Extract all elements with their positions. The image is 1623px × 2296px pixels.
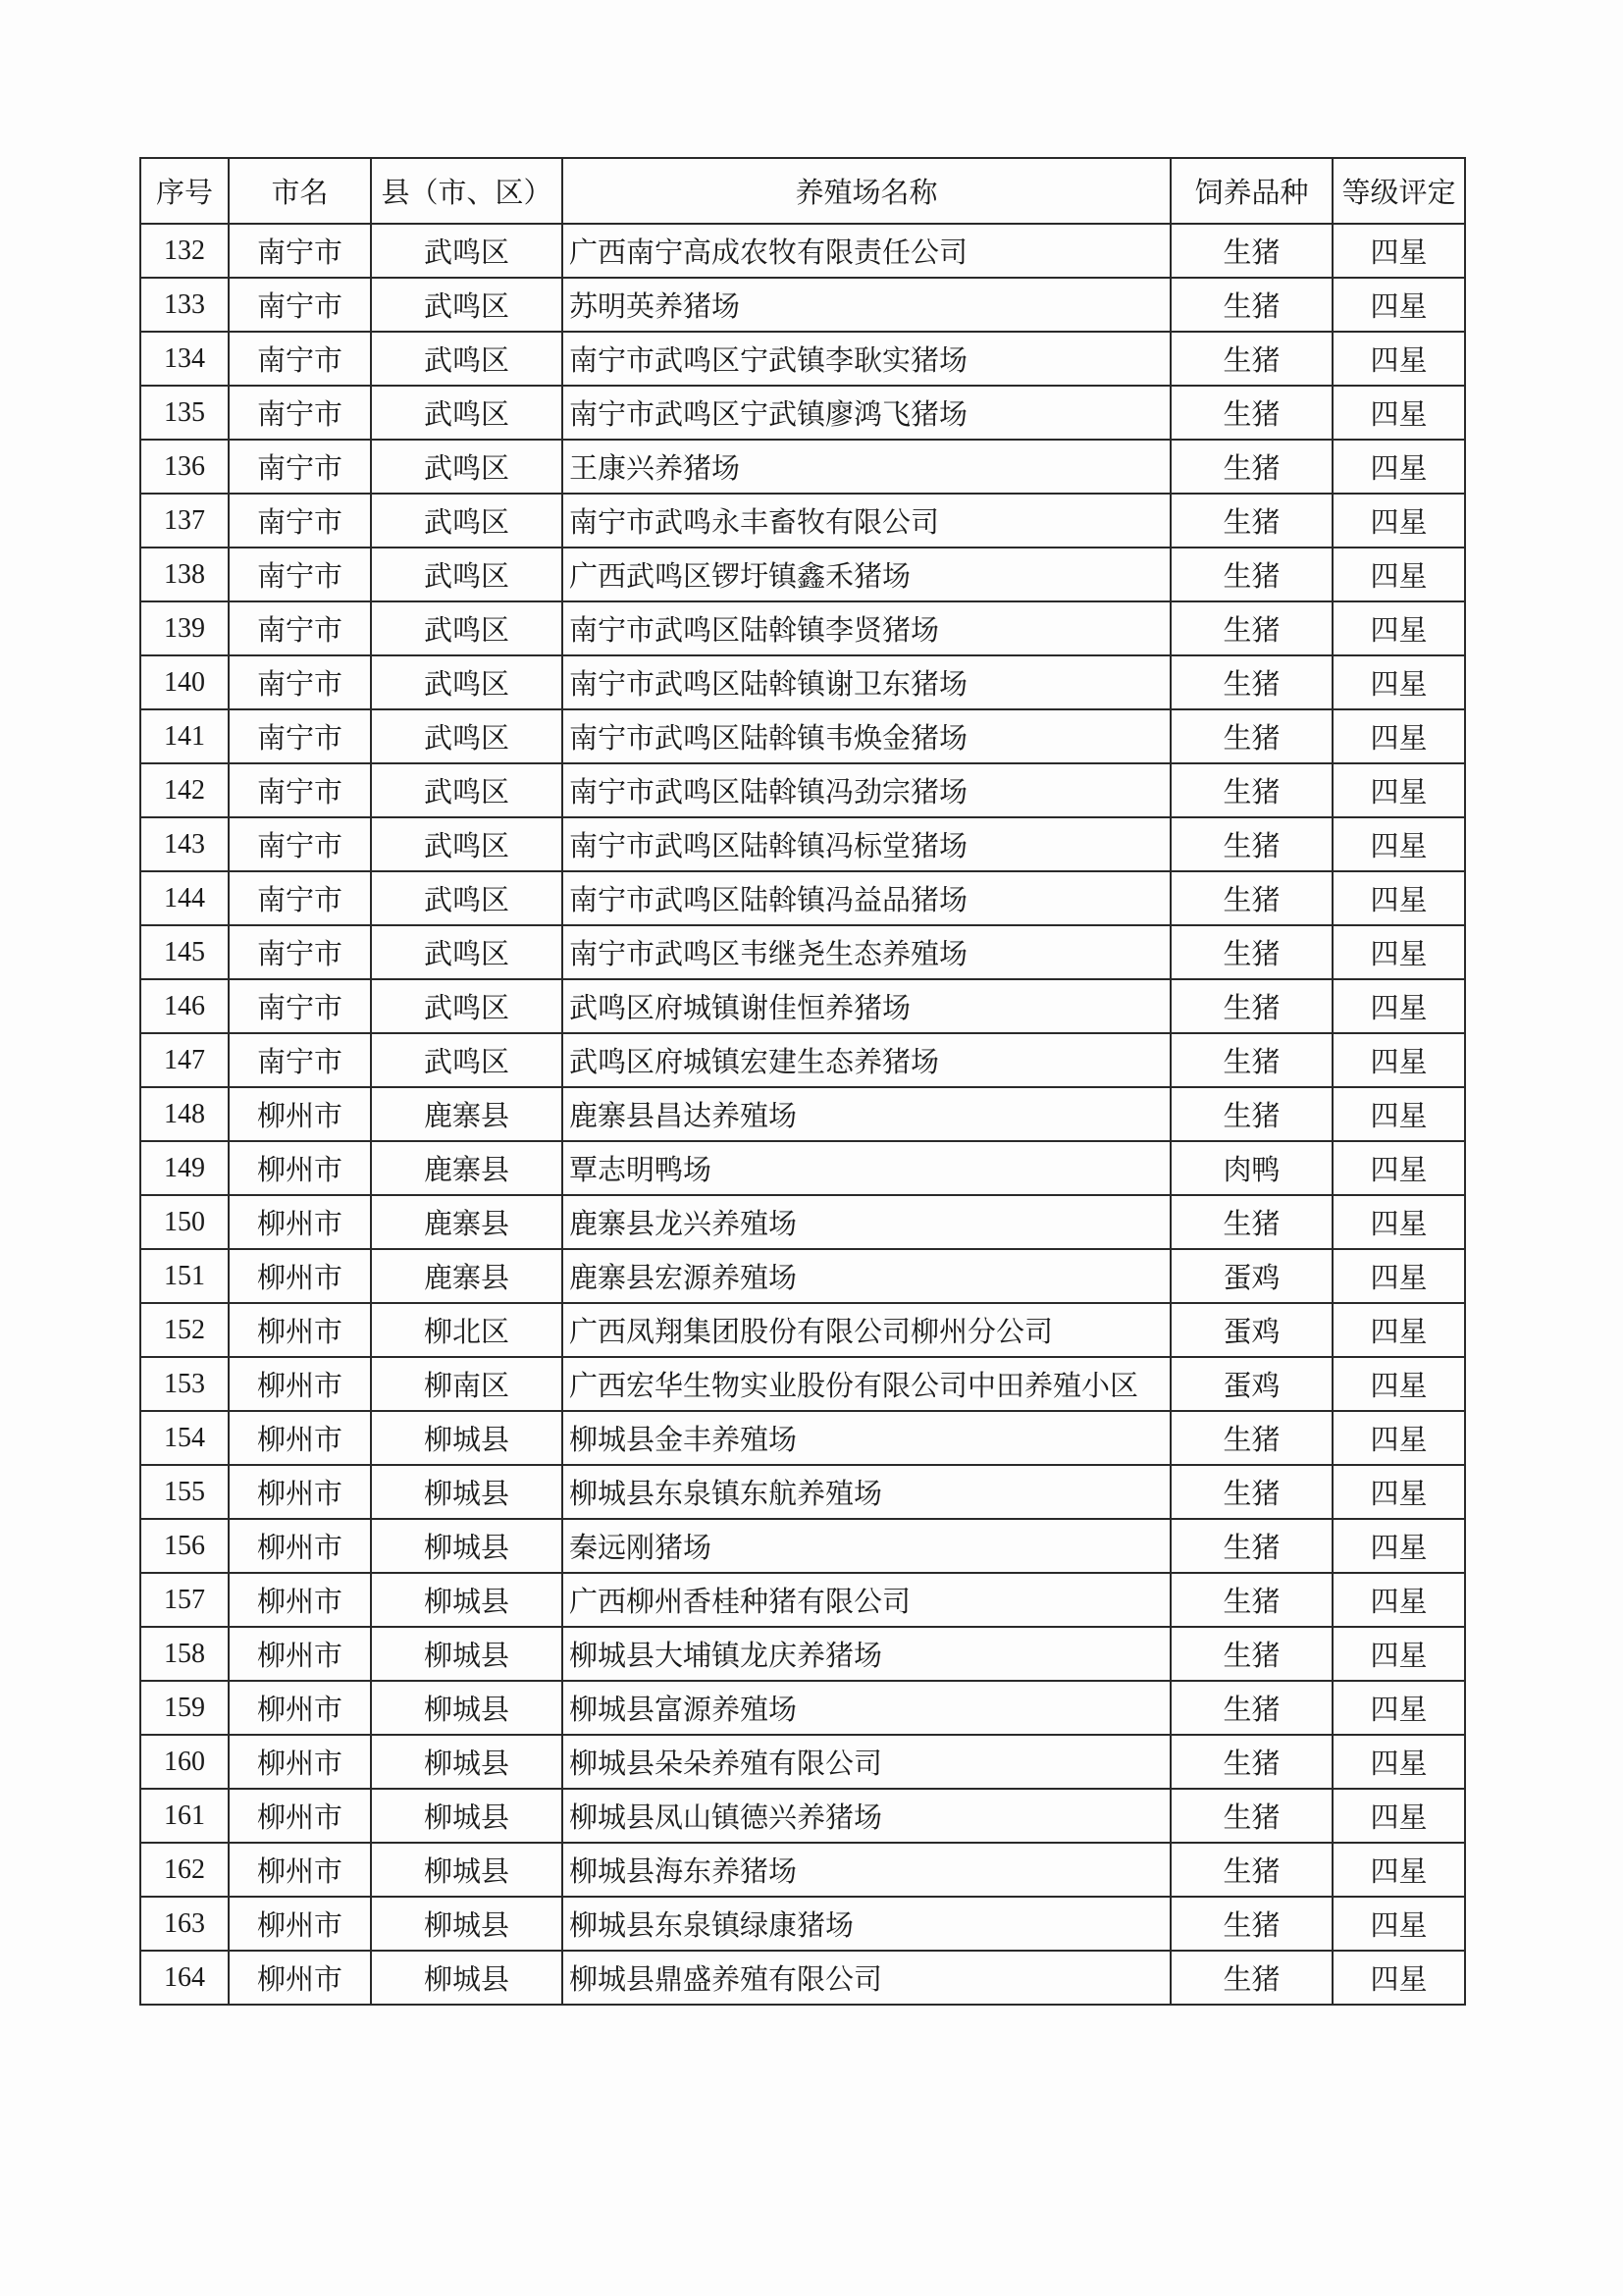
- cell-city: 南宁市: [229, 763, 371, 817]
- cell-county: 武鸣区: [371, 278, 562, 332]
- cell-county: 柳城县: [371, 1735, 562, 1789]
- cell-grade: 四星: [1333, 1681, 1465, 1735]
- cell-grade: 四星: [1333, 1357, 1465, 1411]
- cell-no: 146: [140, 979, 229, 1033]
- cell-city: 柳州市: [229, 1573, 371, 1627]
- cell-no: 149: [140, 1141, 229, 1195]
- table-row: [140, 1357, 1465, 1411]
- table-body: [140, 224, 1465, 2005]
- cell-no: 142: [140, 763, 229, 817]
- cell-breed: 生猪: [1171, 278, 1333, 332]
- cell-breed: 生猪: [1171, 1087, 1333, 1141]
- cell-grade: 四星: [1333, 709, 1465, 763]
- table-row: [140, 1843, 1465, 1897]
- cell-grade: 四星: [1333, 1465, 1465, 1519]
- header-breed: 饲养品种: [1171, 158, 1333, 224]
- cell-farm-name: 秦远刚猪场: [562, 1519, 1171, 1573]
- cell-grade: 四星: [1333, 1411, 1465, 1465]
- cell-farm-name: 广西武鸣区锣圩镇鑫禾猪场: [562, 548, 1171, 601]
- cell-farm-name: 南宁市武鸣永丰畜牧有限公司: [562, 494, 1171, 548]
- table-row: [140, 224, 1465, 278]
- cell-farm-name: 南宁市武鸣区陆斡镇李贤猪场: [562, 601, 1171, 655]
- cell-county: 武鸣区: [371, 224, 562, 278]
- cell-breed: 生猪: [1171, 817, 1333, 871]
- cell-county: 柳南区: [371, 1357, 562, 1411]
- cell-grade: 四星: [1333, 1141, 1465, 1195]
- cell-farm-name: 柳城县朵朵养殖有限公司: [562, 1735, 1171, 1789]
- cell-city: 南宁市: [229, 1033, 371, 1087]
- cell-grade: 四星: [1333, 386, 1465, 440]
- cell-farm-name: 鹿寨县宏源养殖场: [562, 1249, 1171, 1303]
- cell-breed: 生猪: [1171, 386, 1333, 440]
- cell-farm-name: 武鸣区府城镇宏建生态养猪场: [562, 1033, 1171, 1087]
- cell-farm-name: 鹿寨县昌达养殖场: [562, 1087, 1171, 1141]
- cell-no: 143: [140, 817, 229, 871]
- cell-city: 柳州市: [229, 1843, 371, 1897]
- cell-county: 武鸣区: [371, 386, 562, 440]
- cell-county: 鹿寨县: [371, 1087, 562, 1141]
- cell-grade: 四星: [1333, 871, 1465, 925]
- cell-farm-name: 南宁市武鸣区宁武镇廖鸿飞猪场: [562, 386, 1171, 440]
- cell-breed: 生猪: [1171, 601, 1333, 655]
- cell-county: 武鸣区: [371, 440, 562, 494]
- cell-city: 南宁市: [229, 817, 371, 871]
- cell-no: 147: [140, 1033, 229, 1087]
- cell-grade: 四星: [1333, 440, 1465, 494]
- cell-breed: 蛋鸡: [1171, 1357, 1333, 1411]
- cell-grade: 四星: [1333, 1195, 1465, 1249]
- cell-no: 155: [140, 1465, 229, 1519]
- cell-breed: 生猪: [1171, 494, 1333, 548]
- cell-breed: 蛋鸡: [1171, 1249, 1333, 1303]
- cell-farm-name: 柳城县东泉镇东航养殖场: [562, 1465, 1171, 1519]
- cell-county: 武鸣区: [371, 763, 562, 817]
- table-row: [140, 1249, 1465, 1303]
- table-row: [140, 763, 1465, 817]
- header-grade: 等级评定: [1333, 158, 1465, 224]
- cell-breed: 生猪: [1171, 1627, 1333, 1681]
- cell-county: 武鸣区: [371, 494, 562, 548]
- cell-city: 柳州市: [229, 1627, 371, 1681]
- cell-breed: 生猪: [1171, 1843, 1333, 1897]
- cell-city: 柳州市: [229, 1195, 371, 1249]
- cell-county: 武鸣区: [371, 548, 562, 601]
- cell-city: 南宁市: [229, 548, 371, 601]
- cell-city: 柳州市: [229, 1519, 371, 1573]
- cell-city: 柳州市: [229, 1789, 371, 1843]
- cell-breed: 生猪: [1171, 1789, 1333, 1843]
- cell-no: 136: [140, 440, 229, 494]
- farm-rating-table: [139, 157, 1466, 2006]
- cell-breed: 生猪: [1171, 979, 1333, 1033]
- cell-city: 南宁市: [229, 224, 371, 278]
- table-row: [140, 1303, 1465, 1357]
- cell-breed: 生猪: [1171, 1195, 1333, 1249]
- cell-grade: 四星: [1333, 278, 1465, 332]
- header-city: 市名: [229, 158, 371, 224]
- cell-county: 柳城县: [371, 1573, 562, 1627]
- cell-grade: 四星: [1333, 1789, 1465, 1843]
- cell-breed: 生猪: [1171, 925, 1333, 979]
- cell-breed: 生猪: [1171, 655, 1333, 709]
- cell-farm-name: 柳城县大埔镇龙庆养猪场: [562, 1627, 1171, 1681]
- cell-farm-name: 广西南宁高成农牧有限责任公司: [562, 224, 1171, 278]
- cell-city: 南宁市: [229, 871, 371, 925]
- table-row: [140, 1681, 1465, 1735]
- cell-breed: 生猪: [1171, 224, 1333, 278]
- cell-farm-name: 王康兴养猪场: [562, 440, 1171, 494]
- cell-county: 武鸣区: [371, 925, 562, 979]
- cell-no: 156: [140, 1519, 229, 1573]
- cell-no: 148: [140, 1087, 229, 1141]
- cell-county: 鹿寨县: [371, 1195, 562, 1249]
- cell-no: 159: [140, 1681, 229, 1735]
- cell-no: 145: [140, 925, 229, 979]
- cell-city: 南宁市: [229, 494, 371, 548]
- table-row: [140, 386, 1465, 440]
- cell-grade: 四星: [1333, 979, 1465, 1033]
- cell-city: 柳州市: [229, 1249, 371, 1303]
- cell-grade: 四星: [1333, 601, 1465, 655]
- cell-county: 武鸣区: [371, 655, 562, 709]
- cell-no: 132: [140, 224, 229, 278]
- cell-county: 鹿寨县: [371, 1249, 562, 1303]
- cell-farm-name: 柳城县东泉镇绿康猪场: [562, 1897, 1171, 1951]
- cell-grade: 四星: [1333, 548, 1465, 601]
- cell-farm-name: 广西柳州香桂种猪有限公司: [562, 1573, 1171, 1627]
- cell-city: 柳州市: [229, 1357, 371, 1411]
- cell-farm-name: 南宁市武鸣区陆斡镇冯标堂猪场: [562, 817, 1171, 871]
- table-row: [140, 494, 1465, 548]
- cell-farm-name: 柳城县金丰养殖场: [562, 1411, 1171, 1465]
- cell-city: 柳州市: [229, 1951, 371, 2005]
- cell-grade: 四星: [1333, 925, 1465, 979]
- header-farm-name: 养殖场名称: [562, 158, 1171, 224]
- cell-farm-name: 南宁市武鸣区陆斡镇谢卫东猪场: [562, 655, 1171, 709]
- cell-no: 163: [140, 1897, 229, 1951]
- cell-grade: 四星: [1333, 817, 1465, 871]
- cell-no: 138: [140, 548, 229, 601]
- cell-city: 南宁市: [229, 655, 371, 709]
- cell-city: 南宁市: [229, 386, 371, 440]
- table-row: [140, 871, 1465, 925]
- cell-county: 武鸣区: [371, 871, 562, 925]
- cell-no: 140: [140, 655, 229, 709]
- header-county: 县（市、区）: [371, 158, 562, 224]
- cell-county: 武鸣区: [371, 709, 562, 763]
- cell-city: 柳州市: [229, 1411, 371, 1465]
- cell-city: 南宁市: [229, 979, 371, 1033]
- cell-grade: 四星: [1333, 1735, 1465, 1789]
- cell-farm-name: 鹿寨县龙兴养殖场: [562, 1195, 1171, 1249]
- cell-breed: 生猪: [1171, 332, 1333, 386]
- cell-breed: 生猪: [1171, 1681, 1333, 1735]
- cell-breed: 生猪: [1171, 709, 1333, 763]
- table-row: [140, 1033, 1465, 1087]
- table-row: [140, 1789, 1465, 1843]
- table-row: [140, 925, 1465, 979]
- table-row: [140, 1087, 1465, 1141]
- cell-farm-name: 柳城县富源养殖场: [562, 1681, 1171, 1735]
- cell-city: 南宁市: [229, 925, 371, 979]
- cell-grade: 四星: [1333, 1897, 1465, 1951]
- cell-farm-name: 覃志明鸭场: [562, 1141, 1171, 1195]
- table-row: [140, 601, 1465, 655]
- cell-breed: 生猪: [1171, 440, 1333, 494]
- table-row: [140, 1411, 1465, 1465]
- table-row: [140, 1465, 1465, 1519]
- cell-no: 160: [140, 1735, 229, 1789]
- cell-county: 柳北区: [371, 1303, 562, 1357]
- table-header: [140, 158, 1465, 224]
- table-row: [140, 1951, 1465, 2005]
- cell-breed: 生猪: [1171, 871, 1333, 925]
- cell-city: 柳州市: [229, 1897, 371, 1951]
- header-row: [140, 158, 1465, 224]
- cell-breed: 生猪: [1171, 1033, 1333, 1087]
- cell-city: 柳州市: [229, 1141, 371, 1195]
- cell-county: 鹿寨县: [371, 1141, 562, 1195]
- cell-city: 南宁市: [229, 440, 371, 494]
- cell-grade: 四星: [1333, 655, 1465, 709]
- table-row: [140, 1897, 1465, 1951]
- cell-grade: 四星: [1333, 1573, 1465, 1627]
- cell-farm-name: 柳城县鼎盛养殖有限公司: [562, 1951, 1171, 2005]
- cell-city: 南宁市: [229, 332, 371, 386]
- table-row: [140, 548, 1465, 601]
- cell-city: 柳州市: [229, 1465, 371, 1519]
- table-row: [140, 979, 1465, 1033]
- cell-breed: 蛋鸡: [1171, 1303, 1333, 1357]
- cell-county: 柳城县: [371, 1951, 562, 2005]
- cell-breed: 生猪: [1171, 763, 1333, 817]
- table-row: [140, 709, 1465, 763]
- cell-no: 144: [140, 871, 229, 925]
- cell-breed: 生猪: [1171, 1735, 1333, 1789]
- cell-no: 150: [140, 1195, 229, 1249]
- cell-farm-name: 南宁市武鸣区韦继尧生态养殖场: [562, 925, 1171, 979]
- cell-no: 164: [140, 1951, 229, 2005]
- cell-grade: 四星: [1333, 494, 1465, 548]
- cell-county: 柳城县: [371, 1627, 562, 1681]
- cell-city: 柳州市: [229, 1735, 371, 1789]
- cell-county: 武鸣区: [371, 601, 562, 655]
- cell-farm-name: 武鸣区府城镇谢佳恒养猪场: [562, 979, 1171, 1033]
- cell-farm-name: 柳城县凤山镇德兴养猪场: [562, 1789, 1171, 1843]
- cell-no: 162: [140, 1843, 229, 1897]
- cell-county: 柳城县: [371, 1789, 562, 1843]
- cell-grade: 四星: [1333, 1033, 1465, 1087]
- cell-no: 153: [140, 1357, 229, 1411]
- cell-grade: 四星: [1333, 1627, 1465, 1681]
- table-row: [140, 1735, 1465, 1789]
- cell-no: 151: [140, 1249, 229, 1303]
- cell-no: 157: [140, 1573, 229, 1627]
- cell-grade: 四星: [1333, 763, 1465, 817]
- header-no: 序号: [140, 158, 229, 224]
- cell-city: 柳州市: [229, 1681, 371, 1735]
- cell-county: 武鸣区: [371, 1033, 562, 1087]
- cell-city: 柳州市: [229, 1087, 371, 1141]
- cell-no: 134: [140, 332, 229, 386]
- cell-farm-name: 南宁市武鸣区陆斡镇韦焕金猪场: [562, 709, 1171, 763]
- table-row: [140, 817, 1465, 871]
- cell-county: 武鸣区: [371, 332, 562, 386]
- table-row: [140, 1627, 1465, 1681]
- cell-county: 柳城县: [371, 1897, 562, 1951]
- cell-no: 152: [140, 1303, 229, 1357]
- cell-no: 133: [140, 278, 229, 332]
- cell-no: 158: [140, 1627, 229, 1681]
- cell-county: 柳城县: [371, 1465, 562, 1519]
- cell-grade: 四星: [1333, 1303, 1465, 1357]
- cell-city: 南宁市: [229, 601, 371, 655]
- cell-county: 柳城县: [371, 1843, 562, 1897]
- cell-no: 139: [140, 601, 229, 655]
- cell-grade: 四星: [1333, 224, 1465, 278]
- cell-farm-name: 广西宏华生物实业股份有限公司中田养殖小区: [562, 1357, 1171, 1411]
- cell-grade: 四星: [1333, 1249, 1465, 1303]
- cell-grade: 四星: [1333, 1843, 1465, 1897]
- cell-breed: 生猪: [1171, 1897, 1333, 1951]
- cell-farm-name: 广西凤翔集团股份有限公司柳州分公司: [562, 1303, 1171, 1357]
- cell-breed: 生猪: [1171, 1573, 1333, 1627]
- cell-grade: 四星: [1333, 1519, 1465, 1573]
- table-row: [140, 1195, 1465, 1249]
- cell-grade: 四星: [1333, 1087, 1465, 1141]
- cell-breed: 生猪: [1171, 1465, 1333, 1519]
- cell-county: 柳城县: [371, 1519, 562, 1573]
- cell-city: 南宁市: [229, 709, 371, 763]
- cell-county: 武鸣区: [371, 817, 562, 871]
- cell-no: 135: [140, 386, 229, 440]
- cell-no: 141: [140, 709, 229, 763]
- table-row: [140, 332, 1465, 386]
- cell-farm-name: 南宁市武鸣区陆斡镇冯益品猪场: [562, 871, 1171, 925]
- cell-city: 南宁市: [229, 278, 371, 332]
- cell-no: 137: [140, 494, 229, 548]
- cell-farm-name: 柳城县海东养猪场: [562, 1843, 1171, 1897]
- cell-county: 柳城县: [371, 1411, 562, 1465]
- table-row: [140, 1573, 1465, 1627]
- cell-county: 武鸣区: [371, 979, 562, 1033]
- table-row: [140, 1141, 1465, 1195]
- table-row: [140, 278, 1465, 332]
- cell-breed: 生猪: [1171, 548, 1333, 601]
- cell-no: 161: [140, 1789, 229, 1843]
- cell-breed: 生猪: [1171, 1411, 1333, 1465]
- table-row: [140, 1519, 1465, 1573]
- cell-no: 154: [140, 1411, 229, 1465]
- cell-breed: 肉鸭: [1171, 1141, 1333, 1195]
- cell-county: 柳城县: [371, 1681, 562, 1735]
- cell-farm-name: 南宁市武鸣区陆斡镇冯劲宗猪场: [562, 763, 1171, 817]
- cell-grade: 四星: [1333, 1951, 1465, 2005]
- cell-farm-name: 苏明英养猪场: [562, 278, 1171, 332]
- table-row: [140, 440, 1465, 494]
- cell-city: 柳州市: [229, 1303, 371, 1357]
- table-row: [140, 655, 1465, 709]
- cell-grade: 四星: [1333, 332, 1465, 386]
- cell-breed: 生猪: [1171, 1951, 1333, 2005]
- cell-farm-name: 南宁市武鸣区宁武镇李耿实猪场: [562, 332, 1171, 386]
- cell-breed: 生猪: [1171, 1519, 1333, 1573]
